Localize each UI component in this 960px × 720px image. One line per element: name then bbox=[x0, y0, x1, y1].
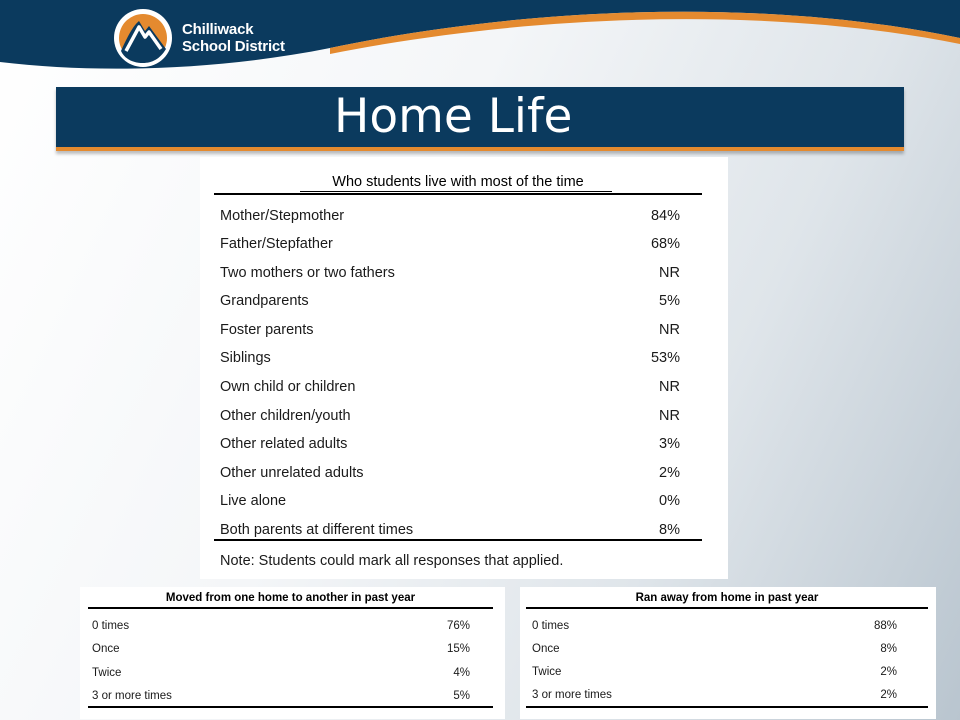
page-title: Home Life bbox=[334, 89, 573, 144]
top-rule bbox=[88, 607, 493, 609]
row-value: NR bbox=[659, 379, 680, 395]
bottom-rule bbox=[88, 706, 493, 708]
row-value: 53% bbox=[650, 350, 680, 366]
table-row bbox=[92, 643, 470, 663]
row-value: 0% bbox=[659, 493, 680, 509]
row-value: 2% bbox=[880, 689, 897, 701]
row-label: Once bbox=[532, 643, 560, 655]
row-value: 3% bbox=[659, 436, 680, 452]
table-row bbox=[92, 667, 470, 687]
table-row bbox=[532, 620, 897, 640]
row-label: Other children/youth bbox=[220, 408, 351, 424]
table-row bbox=[532, 666, 897, 686]
row-label: 3 or more times bbox=[532, 689, 612, 701]
living-arrangements-table bbox=[200, 157, 728, 579]
table-row bbox=[220, 522, 682, 550]
row-label: 0 times bbox=[92, 620, 130, 632]
row-value: 2% bbox=[659, 465, 680, 481]
row-label: Foster parents bbox=[220, 322, 314, 338]
title-bar bbox=[56, 87, 904, 151]
row-label: Other related adults bbox=[220, 436, 348, 452]
row-label: Twice bbox=[532, 666, 562, 678]
logo-wordmark bbox=[182, 21, 285, 55]
ran-away-table bbox=[520, 587, 936, 719]
row-label: 3 or more times bbox=[92, 690, 172, 702]
row-label: Live alone bbox=[220, 493, 287, 509]
table-row bbox=[220, 379, 682, 407]
district-logo bbox=[112, 7, 285, 69]
moved-home-table bbox=[80, 587, 505, 719]
table-title: Moved from one home to another in past year bbox=[165, 592, 416, 604]
row-label: Father/Stepfather bbox=[220, 236, 333, 252]
row-value: 4% bbox=[453, 667, 470, 679]
table-row bbox=[220, 236, 682, 264]
table-row bbox=[532, 643, 897, 663]
row-value: NR bbox=[659, 322, 680, 338]
row-label: Mother/Stepmother bbox=[220, 208, 345, 224]
table-row bbox=[220, 465, 682, 493]
row-label: Grandparents bbox=[220, 293, 309, 309]
row-value: 84% bbox=[650, 208, 680, 224]
table-row bbox=[92, 620, 470, 640]
bottom-rule bbox=[526, 706, 928, 708]
row-value: 8% bbox=[659, 522, 680, 538]
table-title: Ran away from home in past year bbox=[635, 592, 819, 604]
title-underline bbox=[300, 191, 612, 192]
row-value: NR bbox=[659, 408, 680, 424]
row-value: NR bbox=[659, 265, 680, 281]
row-value: 76% bbox=[446, 620, 470, 632]
table-row bbox=[220, 408, 682, 436]
row-label: Own child or children bbox=[220, 379, 356, 395]
row-label: Twice bbox=[92, 667, 122, 679]
row-label: Both parents at different times bbox=[220, 522, 414, 538]
logo-line-1: Chilliwack bbox=[182, 21, 254, 38]
table-row bbox=[220, 293, 682, 321]
row-value: 15% bbox=[446, 643, 470, 655]
row-label: Siblings bbox=[220, 350, 271, 366]
row-value: 5% bbox=[659, 293, 680, 309]
table-row bbox=[220, 493, 682, 521]
row-value: 8% bbox=[880, 643, 897, 655]
row-label: 0 times bbox=[532, 620, 570, 632]
table-row bbox=[220, 322, 682, 350]
row-value: 2% bbox=[880, 666, 897, 678]
table-row bbox=[220, 436, 682, 464]
table-title: Who students live with most of the time bbox=[332, 174, 584, 190]
table-row bbox=[220, 350, 682, 378]
table-row bbox=[220, 208, 682, 236]
row-value: 68% bbox=[650, 236, 680, 252]
mountain-logo-icon bbox=[112, 7, 174, 69]
bottom-rule bbox=[214, 539, 702, 541]
table-row bbox=[220, 265, 682, 293]
top-rule bbox=[214, 193, 702, 195]
logo-line-2: School District bbox=[182, 38, 285, 55]
row-label: Other unrelated adults bbox=[220, 465, 364, 481]
row-label: Two mothers or two fathers bbox=[220, 265, 395, 281]
row-value: 5% bbox=[453, 690, 470, 702]
row-value: 88% bbox=[873, 620, 897, 632]
top-rule bbox=[526, 607, 928, 609]
table-note: Note: Students could mark all responses that applied. bbox=[220, 553, 564, 569]
row-label: Once bbox=[92, 643, 120, 655]
